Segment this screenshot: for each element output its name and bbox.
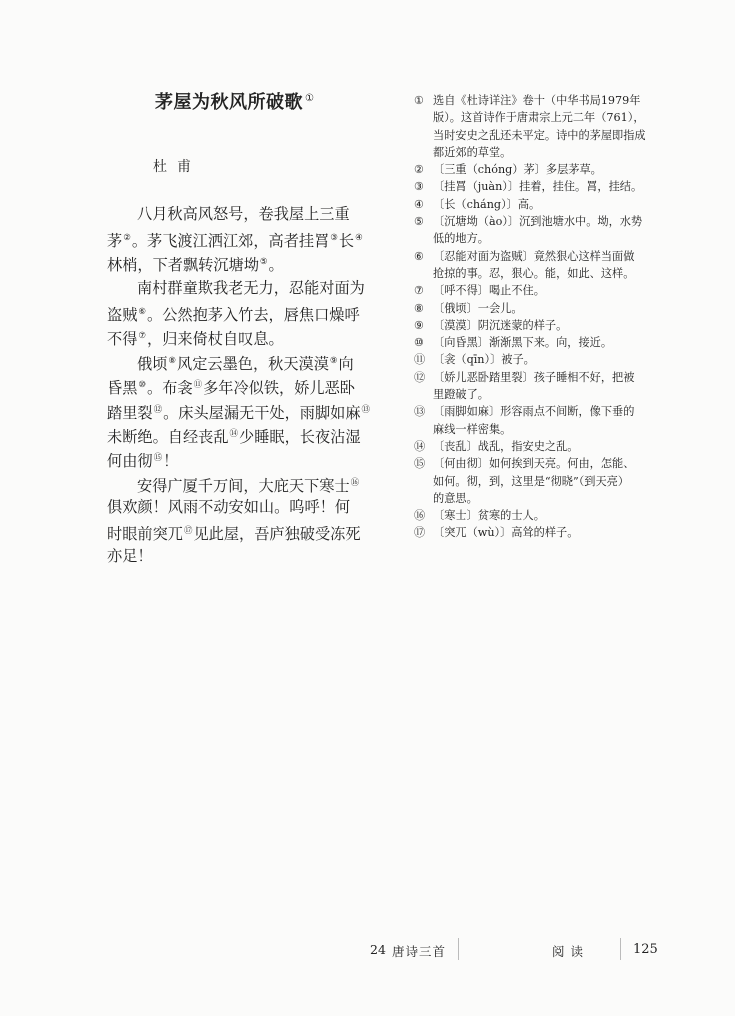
title-note-marker: ① bbox=[305, 93, 315, 104]
footnote-line: 选自《杜诗详注》卷十（中华书局1979年 bbox=[433, 94, 641, 107]
poem-text: 茅 bbox=[107, 232, 123, 251]
footnote-line: 〔沉塘坳（ào）〕沉到池塘水中。坳，水势 bbox=[433, 215, 643, 229]
poem-author: 杜甫 bbox=[153, 159, 201, 175]
footnote-text bbox=[433, 369, 676, 404]
poem-text: 时眼前突兀 bbox=[107, 525, 183, 544]
footnote bbox=[414, 282, 676, 299]
footnote-marker: ⑤ bbox=[259, 257, 268, 268]
footnote-marker: ② bbox=[123, 233, 131, 244]
footnote-number: ③ bbox=[414, 180, 425, 194]
footnote-text bbox=[433, 455, 676, 507]
poem-line bbox=[107, 250, 392, 274]
footnote-text bbox=[433, 161, 676, 178]
footnote bbox=[414, 403, 676, 438]
footnotes-column bbox=[414, 92, 676, 542]
poem-stanza bbox=[107, 276, 392, 349]
poem-text: ！ bbox=[163, 451, 179, 470]
poem-text: 。茅飞渡江洒江郊，高者挂罥 bbox=[131, 232, 330, 251]
poem-stanza bbox=[107, 202, 392, 275]
poem-line bbox=[107, 226, 392, 250]
footnote bbox=[414, 213, 676, 248]
poem-title-text: 茅屋为秋风所破歌 bbox=[155, 92, 303, 113]
poem-text: 。公然抱茅入竹去，唇焦口燥呼 bbox=[147, 305, 360, 324]
footnote-text bbox=[433, 300, 676, 317]
footnote-line: 都近郊的草堂。 bbox=[433, 145, 512, 159]
footnote-line: 〔呼不得〕喝止不住。 bbox=[433, 284, 545, 298]
poem-line bbox=[107, 300, 392, 324]
footnote-marker: ⑧ bbox=[168, 356, 176, 367]
footnote-line: 〔忍能对面为盗贼〕竟然狠心这样当面做 bbox=[433, 249, 635, 263]
footnote bbox=[414, 438, 676, 455]
poem-line bbox=[107, 495, 392, 519]
footnote bbox=[414, 300, 676, 317]
poem-text: 踏里裂 bbox=[107, 403, 153, 422]
footnote-number: ⑪ bbox=[414, 353, 426, 367]
footnote-text bbox=[433, 524, 676, 541]
poem-line bbox=[107, 373, 392, 397]
poem-text: 。床头屋漏无干处，雨脚如麻 bbox=[163, 403, 361, 422]
poem-line bbox=[107, 276, 392, 300]
footnote bbox=[414, 92, 676, 161]
poem-text: 俱欢颜！风雨不动安如山。呜呼！何 bbox=[107, 498, 350, 517]
footnote-marker: ⑮ bbox=[153, 452, 163, 463]
poem-line bbox=[107, 519, 392, 543]
footnote-number: ⑰ bbox=[414, 526, 426, 540]
footnote-marker: ⑨ bbox=[329, 356, 338, 367]
footnote-marker: ⑪ bbox=[193, 380, 203, 391]
poem-text: ，归来倚杖自叹息。 bbox=[147, 330, 284, 348]
poem-stanza bbox=[107, 471, 392, 568]
footnote bbox=[414, 161, 676, 178]
page-footer bbox=[0, 942, 735, 964]
footnote-line: 〔丧乱〕战乱，指安史之乱。 bbox=[433, 439, 579, 453]
footnote-text bbox=[433, 196, 676, 213]
footnote bbox=[414, 369, 676, 404]
footnote-line: 〔挂罥（juàn）〕挂着，挂住。罥，挂结。 bbox=[433, 180, 643, 194]
poem-line bbox=[107, 446, 392, 470]
footnote-marker: ⑯ bbox=[350, 478, 360, 489]
poem-line bbox=[107, 324, 392, 348]
poem-text: 南村群童欺我老无力，忍能对面为 bbox=[137, 278, 365, 297]
poem-title bbox=[155, 88, 392, 114]
footnote-text bbox=[433, 248, 676, 283]
poem-text: 昏黑 bbox=[107, 379, 138, 398]
footnote-text bbox=[433, 351, 676, 368]
footnote-marker: ⑭ bbox=[229, 428, 239, 439]
footnote-text bbox=[433, 334, 676, 351]
footnote-number: ⑨ bbox=[414, 318, 425, 332]
footnote-line: 当时安史之乱还未平定。诗中的茅屋即指成 bbox=[433, 128, 646, 142]
footnote-number: ⑥ bbox=[414, 249, 425, 263]
footnote-marker: ③ bbox=[330, 233, 338, 244]
poem-text: 。 bbox=[268, 256, 284, 275]
poem-text: 八月秋高风怒号，卷我屋上三重 bbox=[137, 205, 350, 223]
footnote bbox=[414, 334, 676, 351]
poem-text: 长 bbox=[338, 232, 355, 251]
footnote-line: 的意思。 bbox=[433, 491, 478, 505]
footnote bbox=[414, 455, 676, 507]
footnote-number: ⑩ bbox=[414, 336, 425, 350]
lesson-number: 24 bbox=[370, 942, 386, 957]
footnote-line: 〔衾（qīn）〕被子。 bbox=[433, 353, 535, 367]
footer-divider bbox=[620, 938, 621, 960]
footnote-text bbox=[433, 178, 676, 195]
footnote-number: ① bbox=[414, 94, 425, 107]
footnote bbox=[414, 248, 676, 283]
footnote-text bbox=[433, 213, 676, 248]
poem-text: 。布衾 bbox=[147, 379, 193, 398]
footnote-line: 〔长（cháng）〕高。 bbox=[433, 197, 541, 211]
footnote-number: ⑦ bbox=[414, 284, 425, 298]
poem-text: 多年冷似铁，娇儿恶卧 bbox=[203, 379, 355, 398]
footnote-marker: ⑥ bbox=[138, 306, 146, 317]
poem-column bbox=[107, 88, 392, 569]
footnote-line: 〔雨脚如麻〕形容雨点不间断，像下垂的 bbox=[433, 405, 635, 419]
footnote-number: ⑭ bbox=[414, 439, 426, 453]
footnote bbox=[414, 524, 676, 541]
poem-text: 林梢，下者飘转沉塘坳 bbox=[107, 256, 259, 275]
footnote-marker: ④ bbox=[355, 233, 363, 244]
poem-text: 不得 bbox=[107, 330, 138, 348]
footnote bbox=[414, 351, 676, 368]
unit-label: 阅读 bbox=[552, 944, 590, 959]
footnote-line: 〔向昏黑〕渐渐黑下来。向，接近。 bbox=[433, 336, 613, 350]
poem-line bbox=[107, 398, 392, 422]
footnote-text bbox=[433, 282, 676, 299]
footnote-line: 里蹬破了。 bbox=[433, 388, 489, 402]
footnote-number: ② bbox=[414, 163, 425, 177]
footnote-number: ⑧ bbox=[414, 301, 425, 315]
footnote-line: 〔娇儿恶卧踏里裂〕孩子睡相不好，把被 bbox=[433, 370, 635, 384]
footnote-text bbox=[433, 403, 676, 438]
poem-text: 少睡眠，长夜沾湿 bbox=[239, 427, 361, 446]
footnote-marker: ⑦ bbox=[138, 330, 146, 341]
poem-text: 向 bbox=[338, 355, 354, 374]
poem-text: 盗贼 bbox=[107, 305, 138, 324]
poem-text: 风定云墨色，秋天漠漠 bbox=[177, 355, 329, 374]
footnote-text bbox=[433, 438, 676, 455]
poem-line bbox=[107, 202, 392, 226]
footnote bbox=[414, 317, 676, 334]
footnote-text bbox=[433, 92, 676, 161]
page-number: 125 bbox=[633, 942, 658, 957]
poem-line bbox=[107, 422, 392, 446]
footnote-number: ⑮ bbox=[414, 457, 426, 471]
footnote-line: 抢掠的事。忍，狠心。能，如此、这样。 bbox=[433, 266, 635, 280]
footnote-marker: ⑩ bbox=[138, 380, 146, 391]
footnote-number: ④ bbox=[414, 197, 425, 211]
poem-body bbox=[107, 202, 392, 568]
footer-divider bbox=[458, 938, 459, 960]
footnote-line: 〔寒士〕贫寒的士人。 bbox=[433, 509, 545, 523]
footnote-line: 如何。彻，到，这里是“彻晓”（到天亮） bbox=[433, 474, 630, 488]
footnote bbox=[414, 178, 676, 195]
footnote-line: 〔突兀（wù）〕高耸的样子。 bbox=[433, 526, 579, 540]
poem-text: 俄顷 bbox=[137, 355, 168, 374]
poem-line bbox=[107, 471, 392, 495]
lesson-title: 唐诗三首 bbox=[392, 944, 447, 959]
poem-text: 见此屋，吾庐独破受冻死 bbox=[193, 525, 361, 544]
poem-line bbox=[107, 544, 392, 568]
footnote bbox=[414, 196, 676, 213]
footnote-number: ⑫ bbox=[414, 370, 426, 384]
footnote-line: 〔三重（chóng）茅〕多层茅草。 bbox=[433, 163, 602, 177]
footnote-line: 麻线一样密集。 bbox=[433, 422, 512, 436]
footnote-marker: ⑬ bbox=[361, 404, 371, 415]
footnote-number: ⑯ bbox=[414, 509, 426, 523]
footnote-number: ⑤ bbox=[414, 215, 425, 229]
poem-line bbox=[107, 349, 392, 373]
footnote-marker: ⑰ bbox=[183, 526, 193, 537]
footnote-number: ⑬ bbox=[414, 405, 426, 419]
footnote bbox=[414, 507, 676, 524]
footnote-line: 低的地方。 bbox=[433, 232, 489, 246]
poem-text: 何由彻 bbox=[107, 451, 153, 470]
footnote-marker: ⑫ bbox=[153, 404, 163, 415]
footnote-line: 〔何由彻〕如何挨到天亮。何由，怎能、 bbox=[433, 457, 635, 471]
footnote-text bbox=[433, 507, 676, 524]
footnote-line: 〔漠漠〕阴沉迷蒙的样子。 bbox=[433, 318, 568, 332]
poem-text: 安得广厦千万间，大庇天下寒士 bbox=[137, 477, 350, 496]
footnote-text bbox=[433, 317, 676, 334]
poem-text: 未断绝。自经丧乱 bbox=[107, 427, 229, 446]
footnote-line: 版）。这首诗作于唐肃宗上元二年（761）， bbox=[433, 111, 645, 125]
poem-text: 亦足！ bbox=[107, 546, 153, 565]
poem-stanza bbox=[107, 349, 392, 470]
footnote-line: 〔俄顷〕一会儿。 bbox=[433, 301, 523, 315]
